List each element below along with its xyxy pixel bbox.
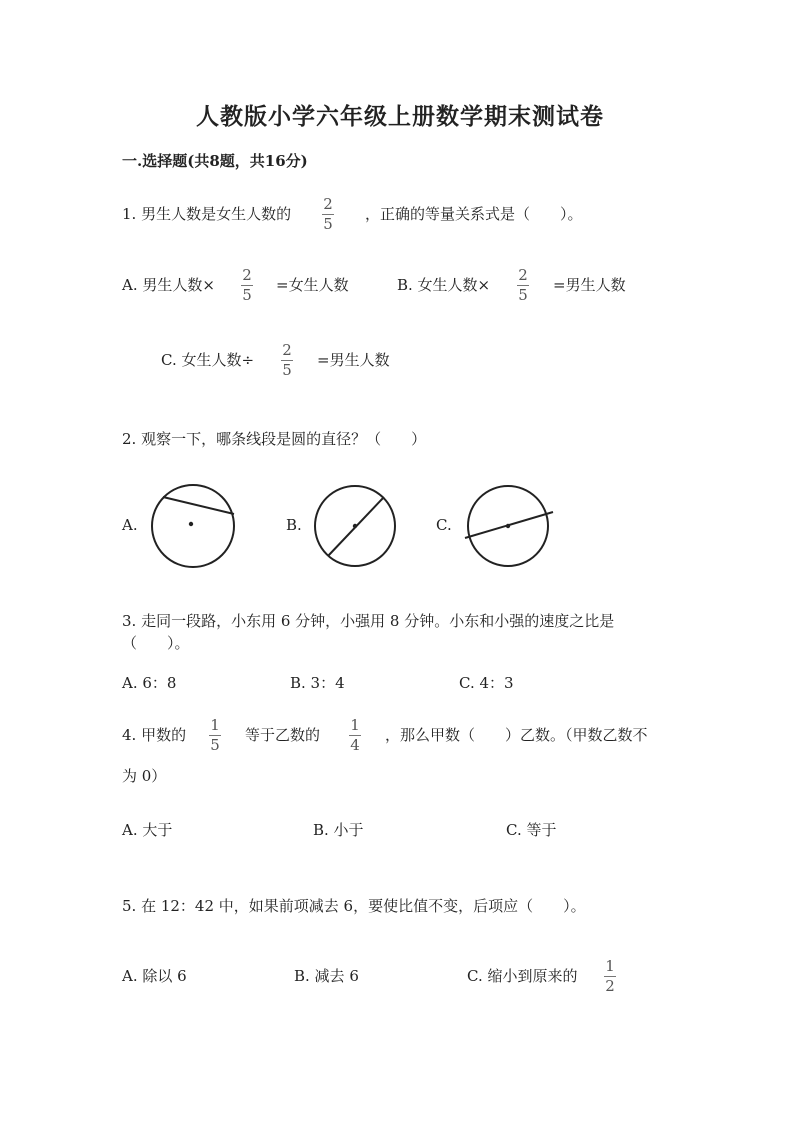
q1-option-c-suffix: =男生人数 — [317, 351, 390, 369]
q1-option-b-fraction — [517, 267, 529, 304]
q5-option-b: B. 减去 6 — [294, 967, 359, 985]
q1-option-a: A. 男生人数× — [122, 276, 215, 294]
fraction-denominator: 5 — [242, 286, 252, 304]
q4-stem-prefix: 4. 甲数的 — [122, 726, 187, 744]
q4-fraction-2 — [349, 717, 361, 754]
q4-option-a: A. 大于 — [122, 821, 173, 839]
circle-figure-a — [150, 484, 238, 568]
fraction-denominator: 5 — [282, 361, 292, 379]
q4-option-b: B. 小于 — [313, 821, 364, 839]
q1-fraction — [322, 196, 334, 233]
q5-option-c-fraction — [604, 958, 616, 995]
q4-stem-middle: 等于乙数的 — [245, 726, 321, 744]
fraction-denominator: 5 — [323, 215, 333, 233]
q1-option-b-suffix: =男生人数 — [553, 276, 626, 294]
q2-stem: 2. 观察一下，哪条线段是圆的直径？（ ） — [122, 430, 427, 448]
page-title: 人教版小学六年级上册数学期末测试卷 — [196, 103, 604, 130]
fraction-denominator: 5 — [518, 286, 528, 304]
q1-stem-prefix: 1. 男生人数是女生人数的 — [122, 205, 292, 223]
circle-figure-b — [314, 484, 398, 568]
q5-stem: 5. 在 12：42 中，如果前项减去 6，要使比值不变，后项应（ ）。 — [122, 897, 586, 915]
q1-option-a-suffix: =女生人数 — [276, 276, 349, 294]
q4-stem-line2: 为 0） — [122, 767, 167, 785]
q3-option-a: A. 6：8 — [122, 674, 177, 692]
q3-option-b: B. 3：4 — [290, 674, 345, 692]
fraction-numerator: 2 — [518, 266, 528, 284]
fraction-numerator: 1 — [350, 716, 360, 734]
fraction-denominator: 4 — [350, 736, 360, 754]
q3-stem-line1: 3. 走同一段路，小东用 6 分钟，小强用 8 分钟。小东和小强的速度之比是 — [122, 612, 615, 630]
section-heading: 一.选择题(共8题，共16分) — [122, 152, 308, 170]
q2-option-c-label: C. — [436, 516, 452, 534]
fraction-numerator: 2 — [323, 195, 333, 213]
q5-option-a: A. 除以 6 — [122, 967, 187, 985]
q2-option-b-label: B. — [286, 516, 302, 534]
fraction-numerator: 1 — [210, 716, 220, 734]
q1-option-b: B. 女生人数× — [397, 276, 491, 294]
circle-figure-c — [462, 484, 556, 568]
q1-stem-suffix: ，正确的等量关系式是（ ）。 — [365, 205, 583, 223]
q5-option-c: C. 缩小到原来的 — [467, 967, 578, 985]
q4-fraction-1 — [209, 717, 221, 754]
q3-stem-line2: （ ）。 — [122, 634, 190, 652]
q2-option-a-label: A. — [122, 516, 138, 534]
q3-option-c: C. 4：3 — [459, 674, 514, 692]
q1-option-a-fraction — [241, 267, 253, 304]
q4-stem-suffix: ，那么甲数（ ）乙数。（甲数乙数不 — [385, 726, 648, 744]
fraction-denominator: 2 — [605, 977, 615, 995]
fraction-denominator: 5 — [210, 736, 220, 754]
fraction-numerator: 2 — [282, 341, 292, 359]
q1-option-c-fraction — [281, 342, 293, 379]
q1-option-c: C. 女生人数÷ — [161, 351, 255, 369]
q4-option-c: C. 等于 — [506, 821, 557, 839]
fraction-numerator: 1 — [605, 957, 615, 975]
fraction-numerator: 2 — [242, 266, 252, 284]
